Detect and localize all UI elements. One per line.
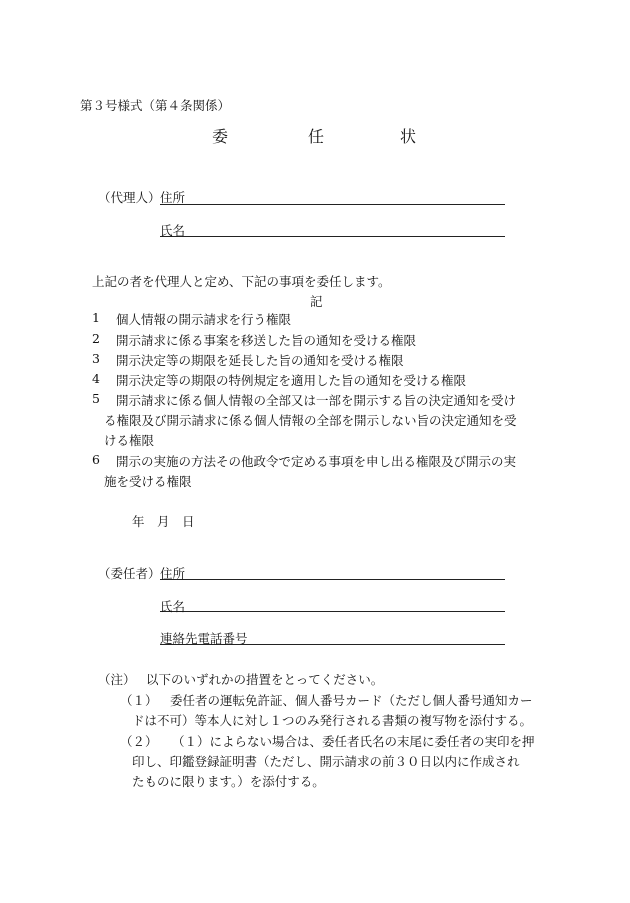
item-text: 個人情報の開示請求を行う権限 xyxy=(116,312,292,327)
agent-label: （代理人） xyxy=(98,190,161,205)
note-sub2-text-continued: 印し、印鑑登録証明書（ただし、開示請求の前３０日以内に作成され xyxy=(132,754,520,769)
note-label: （注） xyxy=(98,672,136,687)
agent-name-label: 氏名 xyxy=(160,223,186,238)
item-text: 開示の実施の方法その他政令で定める事項を申し出る権限及び開示の実 xyxy=(116,454,517,469)
note-sub1-text-continued: ドは不可）等本人に対し１つのみ発行される書類の複写物を添付する。 xyxy=(132,713,533,728)
form-number: 第３号様式（第４条関係） xyxy=(80,98,231,113)
note-sub1-text: 委任者の運転免許証、個人番号カード（ただし個人番号通知カー xyxy=(170,693,533,708)
title-char-3: 状 xyxy=(400,127,417,146)
intro-text: 上記の者を代理人と定め、下記の事項を委任します。 xyxy=(92,274,391,289)
note-sub2-number: （２） xyxy=(120,734,158,749)
item-number: 4 xyxy=(92,371,100,386)
agent-name-line xyxy=(160,220,505,237)
item-text: 開示請求に係る個人情報の全部又は一部を開示する旨の決定通知を受け xyxy=(116,393,517,408)
item-text: 開示決定等の期限の特例規定を適用した旨の通知を受ける権限 xyxy=(116,373,467,388)
item-number: 1 xyxy=(92,310,100,325)
item-text: 開示決定等の期限を延長した旨の通知を受ける権限 xyxy=(116,353,404,368)
principal-phone-label: 連絡先電話番号 xyxy=(160,631,248,646)
note-text: 以下のいずれかの措置をとってください。 xyxy=(146,672,384,687)
item-number: 5 xyxy=(92,391,100,406)
agent-address-label: 住所 xyxy=(160,190,186,205)
note-sub2-text-continued: たものに限ります。）を添付する。 xyxy=(132,774,325,789)
item-number: 3 xyxy=(92,351,100,366)
item-number: 2 xyxy=(92,331,100,346)
item-text-continued: ける権限 xyxy=(104,433,155,448)
principal-name-label: 氏名 xyxy=(160,599,186,614)
title-char-1: 委 xyxy=(212,127,229,146)
principal-address-line xyxy=(160,563,505,580)
ki-label: 記 xyxy=(310,294,323,309)
note-sub2-text: （１）によらない場合は、委任者氏名の末尾に委任者の実印を押 xyxy=(172,734,535,749)
item-number: 6 xyxy=(92,452,100,467)
date-line: 年 月 日 xyxy=(132,514,195,529)
title-char-2: 任 xyxy=(308,127,325,146)
item-text: 開示請求に係る事案を移送した旨の通知を受ける権限 xyxy=(116,333,417,348)
note-sub1-number: （１） xyxy=(120,693,158,708)
principal-name-line xyxy=(160,595,505,612)
principal-address-label: 住所 xyxy=(160,566,186,581)
item-text-continued: る権限及び開示請求に係る個人情報の全部を開示しない旨の決定通知を受 xyxy=(104,413,517,428)
agent-address-line xyxy=(160,188,505,205)
item-text-continued: 施を受ける権限 xyxy=(104,474,192,489)
principal-label: （委任者） xyxy=(98,566,161,581)
